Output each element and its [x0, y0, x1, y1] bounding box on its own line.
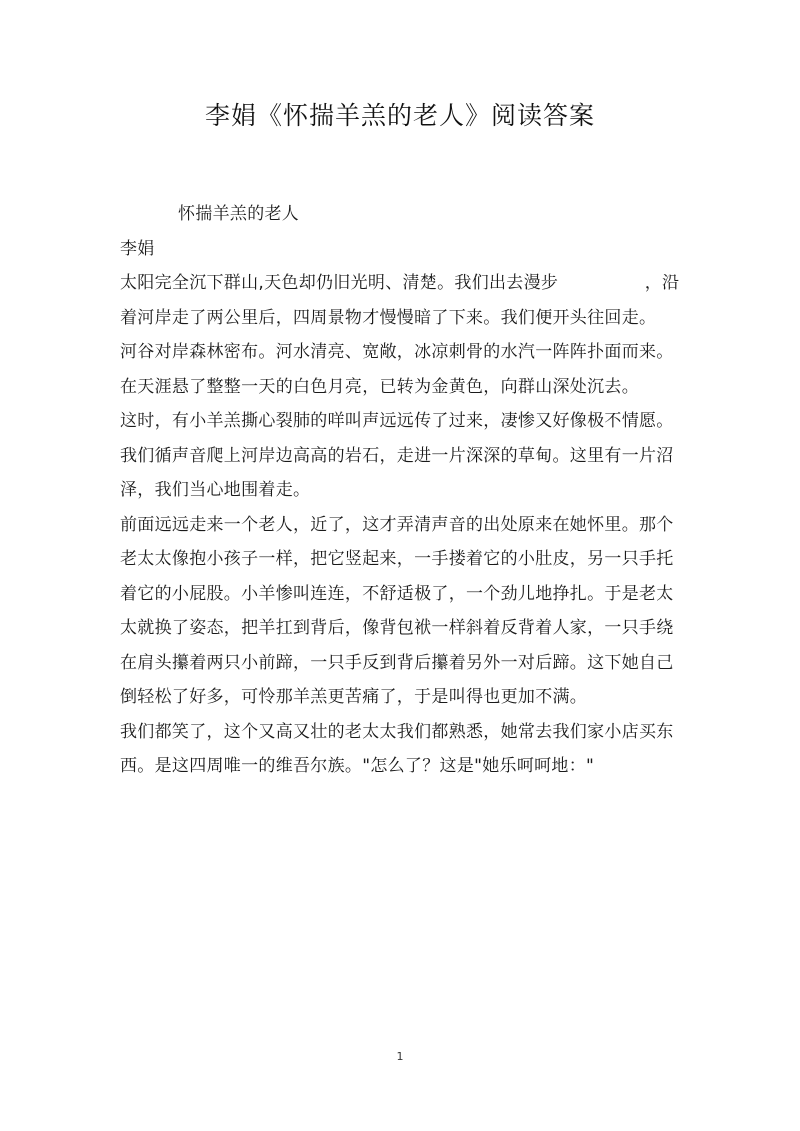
- document-body: [120, 197, 686, 784]
- paragraph: 太阳完全沉下群山,天色却仍旧光明、清楚。我们出去漫步 ，沿着河岸走了两公里后，四周景物才慢慢暗了下来。我们便开头往回走。: [120, 273, 680, 328]
- paragraph: 前面远远走来一个老人，近了，这才弄清声音的出处原来在她怀里。那个老太太像抱小孩子一样，把它竖起来，一手搂着它的小肚皮，另一只手托着它的小屁股。小羊惨叫连连，不舒适极了，一个劲儿地挣扎。于是老太太就换了姿态，把羊扛到背后，像背包袱一样斜着反背着人家，一只手绕在肩头攥着两只小前蹄，一只手反到背后攥着另外一对后蹄。这下她自己倒轻松了好多，可怜那羊羔更苦痛了，于是叫得也更加不满。: [120, 514, 674, 707]
- page-number: 1: [396, 1050, 404, 1063]
- paragraph: 这时，有小羊羔撕心裂肺的咩叫声远远传了过来，凄惨又好像极不情愿。我们循声音爬上河岸边高高的岩石，走进一片深深的草甸。这里有一片沼泽，我们当心地围着走。: [120, 411, 674, 500]
- story-title: 怀揣羊羔的老人: [178, 204, 300, 224]
- document-title: 李娟《怀揣羊羔的老人》阅读答案: [204, 101, 595, 130]
- author-name: 李娟: [120, 238, 155, 259]
- paragraph: 河谷对岸森林密布。河水清亮、宽敞，冰凉刺骨的水汽一阵阵扑面而来。在天涯悬了整整一天的白色月亮，已转为金黄色，向群山深处沉去。: [120, 342, 674, 397]
- paragraph: 我们都笑了，这个又高又壮的老太太我们都熟悉，她常去我们家小店买东西。是这四周唯一的维吾尔族。"怎么了？这是"她乐呵呵地：": [120, 721, 674, 776]
